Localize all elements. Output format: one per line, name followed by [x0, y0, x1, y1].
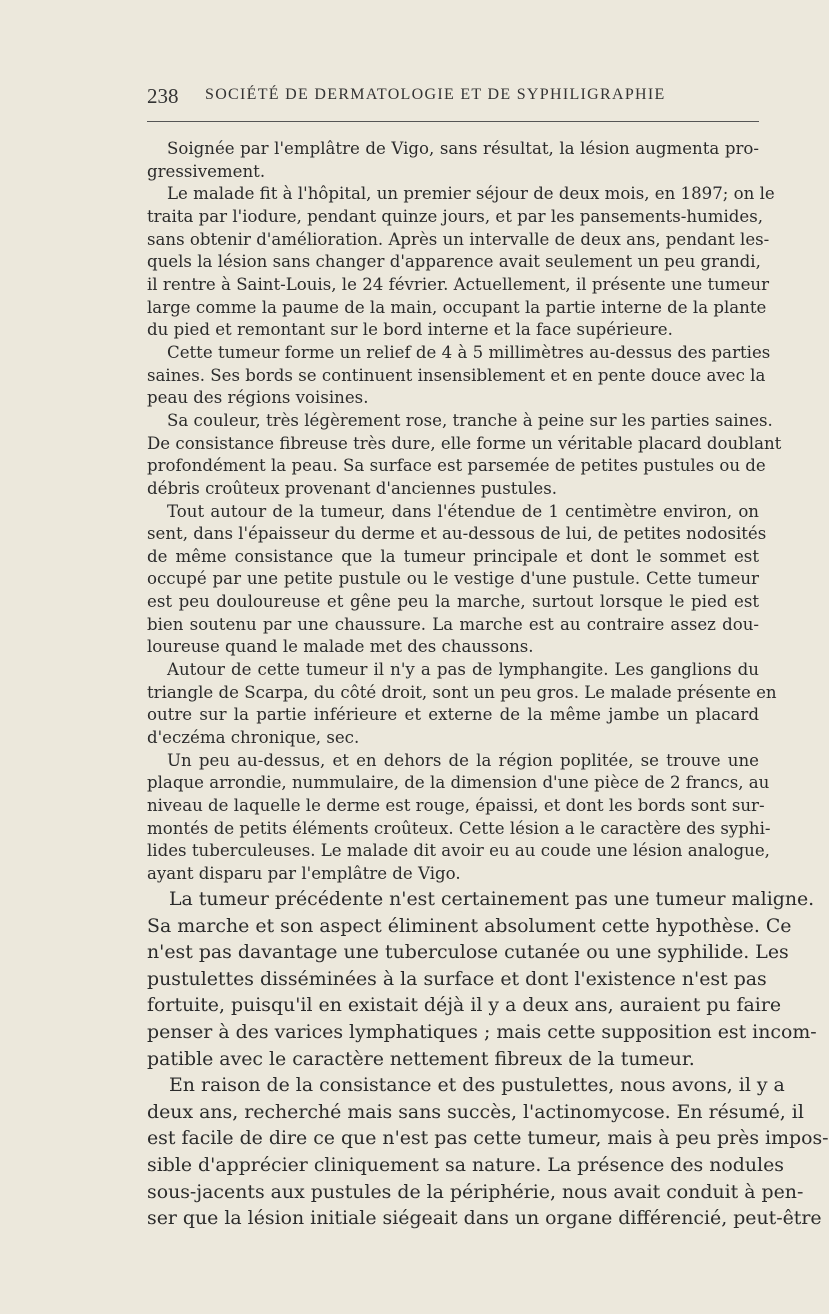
text-line: d'eczéma chronique, sec. — [147, 728, 360, 748]
text-line: ayant disparu par l'emplâtre de Vigo. — [147, 864, 461, 883]
text-line: loureuse quand le malade met des chaussons. — [147, 637, 534, 657]
text-line: occupé par une petite pustule ou le vestige d'une pustule. Cette tumeur — [147, 569, 759, 589]
text-line: Cette tumeur forme un relief de 4 à 5 millimètres au-dessus des parties — [167, 342, 771, 362]
text-line: Le malade fit à l'hôpital, un premier séjour de deux mois, en 1897; on le — [167, 184, 775, 204]
text-line: sible d'apprécier cliniquement sa nature. La présence des nodules — [147, 1153, 784, 1176]
text-line: du pied et remontant sur le bord interne et la face supérieure. — [147, 320, 673, 340]
discussion-text — [147, 886, 829, 1232]
text-line: de même consistance que la tumeur principale et dont le sommet est — [147, 546, 759, 566]
text-line: Tout autour de la tumeur, dans l'étendue de 1 centimètre environ, on — [167, 501, 759, 521]
text-line: En raison de la consistance et des pustulettes, nous avons, il y a — [169, 1074, 785, 1097]
text-line: n'est pas davantage une tuberculose cutanée ou une syphilide. Les — [147, 941, 789, 964]
text-line: triangle de Scarpa, du côté droit, sont un peu gros. Le malade présente en — [147, 682, 777, 702]
text-line: traita par l'iodure, pendant quinze jours, et par les pansements-humides, — [147, 206, 763, 226]
text-line: bien soutenu par une chaussure. La marche est au contraire assez dou- — [147, 614, 759, 634]
case-report-text — [147, 138, 782, 886]
text-line: De consistance fibreuse très dure, elle forme un véritable placard doublant — [147, 433, 782, 453]
text-line: sans obtenir d'amélioration. Après un intervalle de deux ans, pendant les- — [147, 229, 770, 249]
text-line: deux ans, recherché mais sans succès, l'actinomycose. En résumé, il — [147, 1100, 804, 1123]
text-line: lides tuberculeuses. Le malade dit avoir eu au coude une lésion analogue, — [147, 841, 770, 861]
text-line: pustulettes disséminées à la surface et dont l'existence n'est pas — [147, 967, 767, 990]
text-line: montés de petits éléments croûteux. Cette lésion a le caractère des syphi- — [147, 818, 771, 838]
text-line: sent, dans l'épaisseur du derme et au-dessous de lui, de petites nodosités — [147, 524, 767, 544]
text-line: saines. Ses bords se continuent insensiblement et en pente douce avec la — [147, 365, 766, 385]
text-line: Sa couleur, très légèrement rose, tranche à peine sur les parties saines. — [167, 410, 773, 430]
text-line: est facile de dire ce que n'est pas cette tumeur, mais à peu près impos- — [147, 1127, 829, 1150]
text-line: Sa marche et son aspect éliminent absolument cette hypothèse. Ce — [147, 914, 792, 937]
text-line: Autour de cette tumeur il n'y a pas de lymphangite. Les ganglions du — [167, 660, 759, 680]
text-line: outre sur la partie inférieure et externe de la même jambe un placard — [147, 705, 759, 725]
text-line: quels la lésion sans changer d'apparence avait seulement un peu grandi, — [147, 252, 761, 272]
text-line: La tumeur précédente n'est certainement pas une tumeur maligne. — [169, 888, 815, 910]
text-line: ser que la lésion initiale siégeait dans un organe différencié, peut-être — [147, 1207, 822, 1230]
page-number: 238 — [147, 84, 179, 108]
text-line: patible avec le caractère nettement fibreux de la tumeur. — [147, 1047, 695, 1070]
text-line: fortuite, puisqu'il en existait déjà il y a deux ans, auraient pu faire — [147, 994, 782, 1017]
page-header — [147, 84, 757, 108]
text-line: plaque arrondie, nummulaire, de la dimension d'une pièce de 2 francs, au — [147, 773, 770, 793]
header-rule — [147, 121, 759, 122]
text-line: débris croûteux provenant d'anciennes pustules. — [147, 478, 558, 498]
text-line: Soignée par l'emplâtre de Vigo, sans résultat, la lésion augmenta pro- — [167, 139, 759, 158]
text-line: niveau de laquelle le derme est rouge, épaissi, et dont les bords sont sur- — [147, 796, 765, 816]
text-line: profondément la peau. Sa surface est parsemée de petites pustules ou de — [147, 456, 766, 476]
text-line: penser à des varices lymphatiques ; mais cette supposition est incom- — [147, 1020, 817, 1043]
text-line: sous-jacents aux pustules de la périphérie, nous avait conduit à pen- — [147, 1180, 804, 1203]
text-line: il rentre à Saint-Louis, le 24 février. Actuellement, il présente une tumeur — [147, 274, 770, 294]
text-line: Un peu au-dessus, et en dehors de la région poplitée, se trouve une — [167, 750, 759, 770]
text-line: est peu douloureuse et gêne peu la marche, surtout lorsque le pied est — [147, 592, 759, 612]
text-line: gressivement. — [147, 161, 266, 181]
text-line: peau des régions voisines. — [147, 388, 369, 408]
running-title: SOCIÉTÉ DE DERMATOLOGIE ET DE SYPHILIGRAPHIE — [205, 86, 666, 103]
text-line: large comme la paume de la main, occupant la partie interne de la plante — [147, 297, 767, 317]
